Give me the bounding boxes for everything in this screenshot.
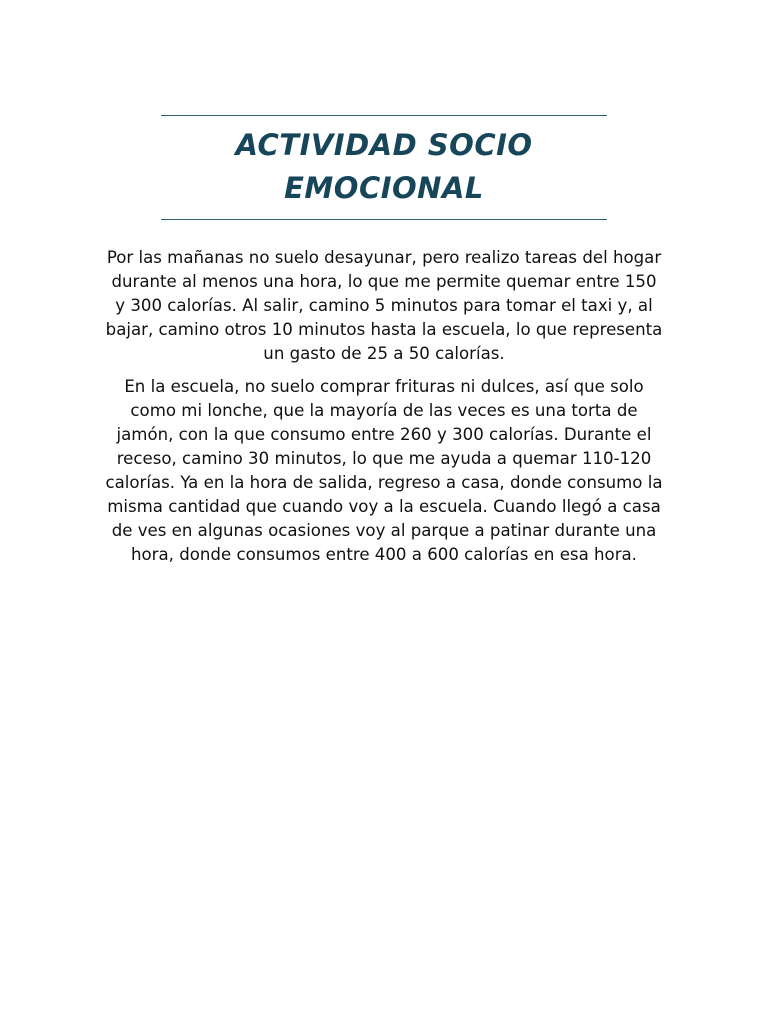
title-line-2: EMOCIONAL bbox=[284, 171, 484, 205]
paragraph-1: Por las mañanas no suelo desayunar, pero realizo tareas del hogar durante al menos una hora, lo que me permite quemar entre 150 y 300 calorías. Al salir, camino 5 minutos para tomar el taxi y, al bajar, camino otros 10 minutos hasta la escuela, lo que representa un gasto de 25 a 50 calorías. bbox=[105, 248, 663, 363]
title-bottom-rule bbox=[161, 219, 607, 220]
document-title bbox=[161, 124, 607, 210]
document-body bbox=[104, 246, 664, 576]
title-top-rule bbox=[161, 115, 607, 116]
title-line-1: ACTIVIDAD SOCIO bbox=[235, 128, 533, 162]
paragraph-2: En la escuela, no suelo comprar frituras ni dulces, así que solo como mi lonche, que la mayoría de las veces es una torta de jamón, con la que consumo entre 260 y 300 calorías. Durante el receso, camino 30 minutos, lo que me ayuda a quemar 110-120 calorías. Ya en la hora de salida, regreso a casa, donde consumo la misma cantidad que cuando voy a la escuela. Cuando llegó a casa de ves en algunas ocasiones voy al parque a patinar durante una hora, donde consumos entre 400 a 600 calorías en esa hora. bbox=[105, 377, 663, 564]
